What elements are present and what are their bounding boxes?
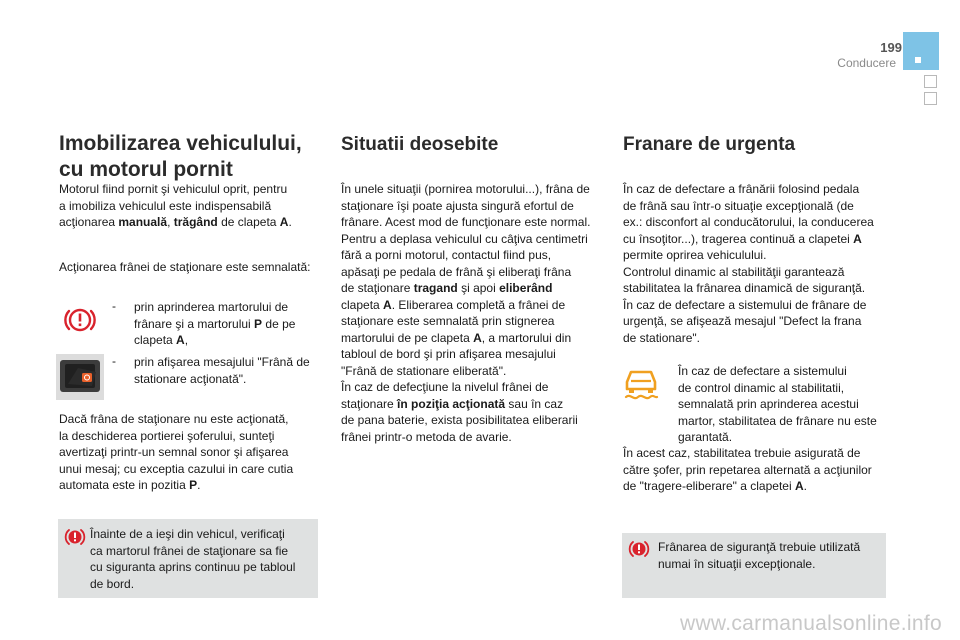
text-line: către şofer, prin repetarea alternată a acţiunilor [623, 462, 872, 477]
text-line: Înainte de a ieşi din vehicul, verificaţi [90, 527, 285, 541]
text-line: Frânarea de siguranţă trebuie utilizată [658, 540, 861, 554]
text-line: de control dinamic al stabilitatii, [678, 380, 845, 395]
col1-paragraph [59, 411, 329, 494]
text-line: de staţionare tragand şi apoi eliberând [341, 281, 553, 295]
text-line: de "tragere-eliberare" a clapetei A. [623, 479, 807, 493]
text-line: stabilitatea la frânarea dinamică de siguranţă. [623, 281, 866, 295]
alert-exclamation-icon [64, 527, 86, 547]
text-line: frânare şi a martorului P de pe [134, 316, 296, 331]
bullet-dash: - [112, 299, 116, 313]
text-line: staţionare îşi poate ajusta singură efortul de [341, 198, 574, 213]
text-line: cu siguranta aprins continuu pe tabloul [90, 560, 296, 574]
bullet-item-1 [112, 299, 327, 349]
col1-title-line1: Imobilizarea vehiculului, [59, 132, 302, 155]
text-line: acţionarea manuală, trăgând de clapeta A. [59, 215, 292, 229]
stability-note [678, 363, 898, 446]
text-line: fără a porni motorul, contactul fiind pus, [341, 248, 552, 262]
text-line: În caz de defectare a frânării folosind pedala [623, 182, 860, 196]
text-line: de bord. [90, 576, 135, 591]
section-tab[interactable] [903, 32, 939, 70]
warning-box [58, 519, 318, 598]
text-line: Motorul fiind pornit şi vehiculul oprit, pentru [59, 182, 288, 196]
watermark: www.carmanualsonline.info [680, 612, 942, 635]
text-line: semnalată prin aprinderea acestui [678, 397, 859, 411]
text-line: Pentru a deplasa vehiculul cu câţiva centimetri [341, 231, 588, 246]
text-line: stationare acţionată". [134, 371, 247, 386]
col3-after [623, 445, 893, 495]
text-line: "Frână de stationare eliberată". [341, 363, 507, 378]
col2-body [341, 181, 606, 445]
text-line: În acest caz, stabilitatea trebuie asigurată de [623, 446, 861, 460]
text-line: clapeta A, [134, 333, 189, 347]
text-line: a imobiliza vehiculul este indispensabilă [59, 198, 272, 213]
text-line: În caz de defectare a sistemului de frânare de [623, 297, 867, 312]
col3-body [623, 181, 893, 346]
section-tab-empty-1[interactable] [924, 75, 937, 88]
section-tab-marker [915, 57, 921, 63]
parking-brake-switch-icon [56, 354, 104, 400]
alert-exclamation-icon [628, 539, 650, 559]
text-line: prin afişarea mesajului "Frână de [134, 355, 310, 369]
text-line: staţionare în poziţia acţionată sau în caz [341, 396, 564, 411]
text-line: automata este in pozitia P. [59, 478, 201, 492]
text-line: ca martorul frânei de staţionare sa fie [90, 543, 289, 558]
text-line: frânei printr-o metoda de avarie. [341, 429, 512, 444]
text-line: la deschiderea portierei şoferului, sunteţi [59, 428, 275, 443]
text-line: cu însoţitor...), tragerea continuă a clapetei A [623, 231, 862, 246]
brake-warning-icon [62, 302, 98, 338]
col1-intro [59, 181, 329, 231]
col1-title [59, 131, 319, 183]
text-line: În caz de defecţiune la nivelul frânei de [341, 380, 549, 394]
bullet-dash: - [112, 354, 116, 368]
warning-box [622, 533, 886, 598]
text-line: În unele situaţii (pornirea motorului...), frâna de [341, 182, 590, 196]
col1-title-line2: cu motorul pornit [59, 158, 233, 181]
text-line: unui mesaj; cu exceptia cazului in care cutia [59, 461, 294, 476]
text-line: staţionare este semnalată prin stignerea [341, 314, 555, 328]
text-line: de pana baterie, exista posibilitatea eliberarii [341, 413, 578, 427]
text-line: Controlul dinamic al stabilităţii garantează [623, 264, 845, 279]
text-line: de frână sau într-o situaţie excepţională (de [623, 198, 854, 213]
col3-title: Franare de urgenta [623, 134, 796, 155]
text-line: frânare. Acest mod de funcţionare este normal. [341, 215, 591, 229]
text-line: tabloul de bord şi prin afişarea mesajului [341, 347, 556, 361]
text-line: martorului de pe clapeta A, a martorului din [341, 330, 572, 345]
text-line: garantată. [678, 430, 733, 444]
text-line: Dacă frâna de staţionare nu este acţionată, [59, 412, 289, 426]
text-line: martor, stabilitatea de frânare nu este [678, 413, 877, 428]
bullet-item-2 [112, 354, 327, 387]
text-line: avertizaţi printr-un semnal sonor şi afişarea [59, 445, 289, 459]
text-line: numai în situaţii excepţionale. [658, 556, 816, 571]
text-line: apăsaţi pe pedala de frână şi eliberaţi frâna [341, 264, 572, 279]
text-line: de stationare". [623, 330, 700, 345]
text-line: ex.: disconfort al conducătorului, la conducerea [623, 215, 874, 229]
section-tab-empty-2[interactable] [924, 92, 937, 105]
text-line: prin aprinderea martorului de [134, 300, 289, 314]
col2-title: Situatii deosebite [341, 134, 499, 155]
page-number: 199 [880, 40, 902, 55]
text-line: În caz de defectare a sistemului [678, 364, 847, 378]
section-title: Conducere [837, 56, 896, 70]
text-line: clapeta A. Eliberarea completă a frânei de [341, 297, 566, 312]
text-line: urgenţă, se afişează mesajul "Defect la frana [623, 314, 862, 328]
signal-text: Acţionarea frânei de staţionare este semnalată: [59, 260, 311, 274]
text-line: permite oprirea vehiculului. [623, 248, 767, 262]
stability-control-icon [620, 364, 662, 404]
